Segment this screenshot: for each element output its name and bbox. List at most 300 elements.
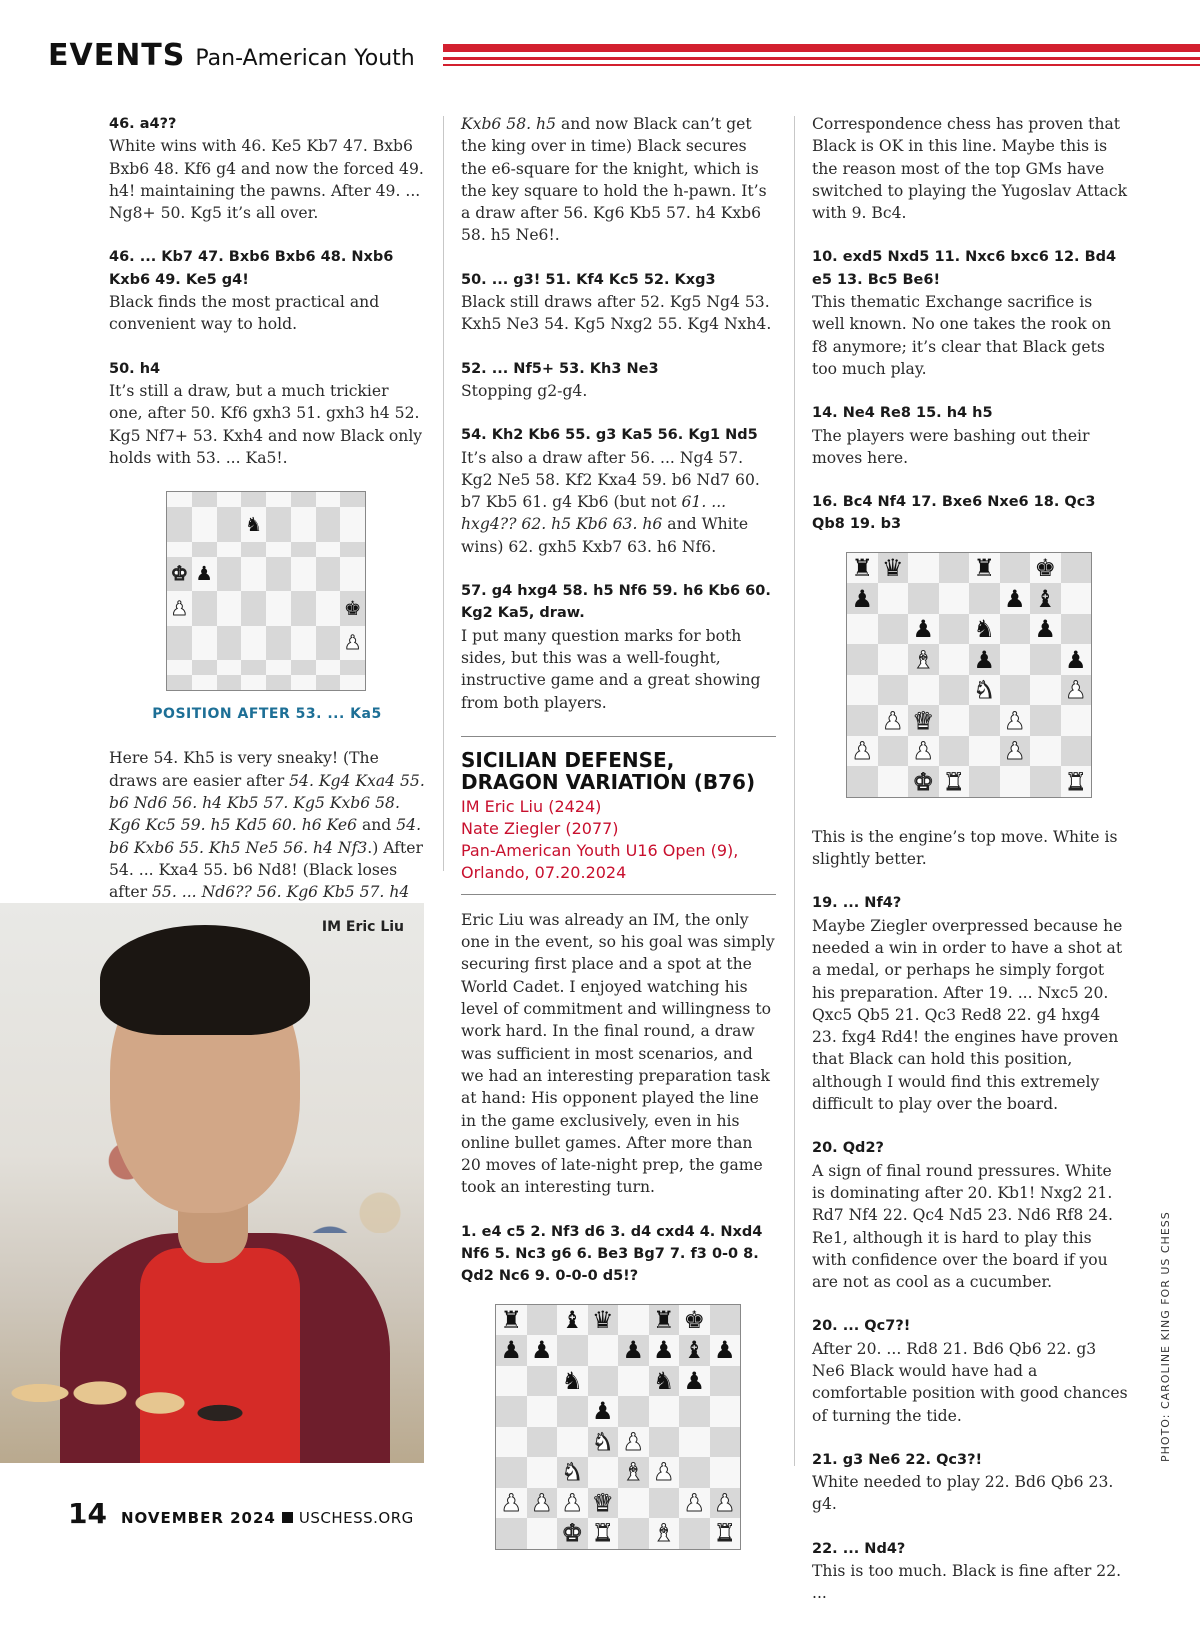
board-square — [939, 614, 970, 645]
board-square — [649, 1396, 680, 1427]
board-square — [588, 1335, 619, 1366]
white-pawn-icon: ♟ — [500, 1488, 522, 1517]
black-pawn-icon: ♟ — [912, 615, 934, 643]
board-square — [710, 1305, 741, 1336]
paragraph: Black still draws after 52. Kg5 Ng4 53. Kxh5 Ne3 54. Kg5 Nxg2 55. Kg4 Nxh4. — [461, 293, 772, 334]
white-queen-icon: ♛ — [592, 1488, 614, 1517]
board-square — [878, 705, 909, 736]
board-square — [557, 1488, 588, 1519]
board-square — [679, 1457, 710, 1488]
board-square — [908, 644, 939, 675]
board-square — [557, 1305, 588, 1336]
white-pawn-icon: ♟ — [622, 1427, 644, 1456]
board-square — [167, 542, 192, 557]
board-square — [217, 557, 242, 592]
photo-credit: PHOTO: CAROLINE KING FOR US CHESS — [1159, 1211, 1172, 1462]
board-square — [847, 583, 878, 614]
section-title: EVENTS — [48, 38, 186, 73]
board-square — [192, 591, 217, 626]
board-square — [1000, 553, 1031, 584]
move-heading: 50. h4 — [109, 360, 161, 377]
board-square — [847, 705, 878, 736]
board-square — [649, 1366, 680, 1397]
board-square — [241, 660, 266, 675]
board-square — [167, 492, 192, 507]
board-square — [908, 553, 939, 584]
board-square — [527, 1366, 558, 1397]
paragraph: It’s still a draw, but a much trickier one, after 50. Kf6 gxh3 51. gxh3 h4 52. Kg5 Nf7+ 53. Kxh4 and now Black only holds with 53. ... Ka5!. — [109, 381, 423, 467]
move-heading: 21. g3 Ne6 22. Qc3?! — [812, 1451, 983, 1468]
move-heading: 52. ... Nf5+ 53. Kh3 Ne3 — [461, 360, 659, 377]
move-heading: 54. Kh2 Kb6 55. g3 Ka5 56. Kg1 Nd5 — [461, 427, 758, 444]
game-title: SICILIAN DEFENSE, DRAGON VARIATION (B76) — [461, 747, 756, 794]
paragraph: After 20. ... Rd8 21. Bd6 Qb6 22. g3 Ne6 Black would have had a comfortable position with good chances of turning the tide. — [812, 1339, 1128, 1425]
board-square — [496, 1396, 527, 1427]
board-square — [167, 591, 192, 626]
board-square — [908, 736, 939, 767]
board-square — [496, 1518, 527, 1549]
board-square — [527, 1457, 558, 1488]
white-rook-icon: ♜ — [943, 767, 965, 796]
white-pawn-icon: ♟ — [1065, 676, 1087, 704]
black-rook-icon: ♜ — [851, 554, 873, 582]
board-square — [710, 1518, 741, 1549]
board-square — [1030, 675, 1061, 706]
board-square — [878, 736, 909, 767]
board-square — [266, 507, 291, 542]
move-heading: 14. Ne4 Re8 15. h4 h5 — [812, 405, 993, 422]
black-pawn-icon: ♟ — [653, 1336, 675, 1365]
board-square — [241, 557, 266, 592]
board-square — [527, 1305, 558, 1336]
board-square — [939, 675, 970, 706]
board-square — [618, 1457, 649, 1488]
board-square — [340, 591, 365, 626]
white-pawn-icon: ♟ — [1004, 706, 1026, 735]
board-square — [939, 553, 970, 584]
board-square — [969, 675, 1000, 706]
board-square — [679, 1488, 710, 1519]
board-square — [241, 675, 266, 690]
paragraph: White needed to play 22. Bd6 Qb6 23. g4. — [812, 1473, 1114, 1514]
black-pawn-icon: ♟ — [683, 1366, 705, 1395]
board-square — [266, 626, 291, 661]
black-bishop-icon: ♝ — [561, 1305, 583, 1334]
board-square — [192, 660, 217, 675]
board-square — [291, 591, 316, 626]
white-knight-icon: ♞ — [592, 1427, 614, 1456]
chess-diagram — [846, 552, 1092, 798]
board-square — [939, 736, 970, 767]
black-pawn-icon: ♟ — [1004, 584, 1026, 613]
board-square — [291, 557, 316, 592]
board-square — [527, 1488, 558, 1519]
board-square — [266, 660, 291, 675]
board-square — [1000, 614, 1031, 645]
board-square — [340, 626, 365, 661]
black-pawn-icon: ♟ — [195, 562, 213, 586]
black-pawn-icon: ♟ — [592, 1397, 614, 1426]
board-square — [618, 1396, 649, 1427]
board-square — [1061, 736, 1092, 767]
board-square — [241, 626, 266, 661]
board-square — [878, 644, 909, 675]
board-square — [291, 675, 316, 690]
column-2 — [461, 113, 776, 1550]
board-square — [1000, 583, 1031, 614]
board-square — [167, 557, 192, 592]
white-pawn-icon: ♟ — [653, 1458, 675, 1487]
move-heading: 16. Bc4 Nf4 17. Bxe6 Nxe6 18. Qc3 Qb8 19. b3 — [812, 494, 1096, 533]
board-square — [316, 542, 341, 557]
board-square — [618, 1366, 649, 1397]
board-square — [316, 492, 341, 507]
move-heading: 20. ... Qc7?! — [812, 1318, 911, 1335]
board-square — [908, 583, 939, 614]
paragraph: White wins with 46. Ke5 Kb7 47. Bxb6 Bxb6 48. Kf6 g4 and now the forced 49. h4! maintaining the pawns. After 49. ... Ng8+ 50. Kg5 it’s all over. — [109, 137, 424, 223]
black-rook-icon: ♜ — [500, 1305, 522, 1334]
white-pawn-icon: ♟ — [561, 1488, 583, 1517]
white-pawn-icon: ♟ — [343, 631, 362, 655]
board-square — [908, 675, 939, 706]
black-rook-icon: ♜ — [653, 1305, 675, 1334]
paragraph: Correspondence chess has proven that Black is OK in this line. Maybe this is the reason most of the top GMs have switched to playing the Yugoslav Attack with 9. Bc4. — [812, 115, 1128, 223]
black-bishop-icon: ♝ — [1034, 584, 1056, 613]
white-pawn-icon: ♟ — [912, 737, 934, 765]
board-square — [192, 542, 217, 557]
board-square — [340, 557, 365, 592]
header-rule — [443, 44, 1200, 66]
paragraph: Maybe Ziegler overpressed because he needed a win in order to have a shot at a medal, or perhaps he simply forgot his preparation. After 19. ... Nxc5 20. Qxc5 Qb5 21. Qc3 Red8 22. g4 hxg4 23. fxg4 Rd4! the engines have proven that Black can hold this position, although I would find this extremely difficult to play over the board. — [812, 916, 1123, 1114]
board-square — [217, 626, 242, 661]
board-square — [649, 1427, 680, 1458]
board-square — [679, 1305, 710, 1336]
paragraph: I put many question marks for both sides, but this was a well-fought, instructive game and a great showing from both players. — [461, 626, 761, 712]
board-square — [939, 583, 970, 614]
column-divider — [443, 116, 444, 871]
board-square — [340, 492, 365, 507]
paragraph: Kxb6 58. h5 and now Black can’t get the king over in time) Black secures the e6-square for the knight, which is the key square to hold the h-pawn. It’s a draw after 56. Kg6 Kb5 57. h4 Kxb6 58. h5 Ne6!. — [461, 115, 767, 245]
board-square — [939, 766, 970, 797]
board-square — [192, 507, 217, 542]
white-pawn-icon: ♟ — [1004, 737, 1026, 765]
board-square — [679, 1396, 710, 1427]
board-square — [679, 1518, 710, 1549]
move-heading: 50. ... g3! 51. Kf4 Kc5 52. Kxg3 — [461, 271, 716, 288]
board-square — [588, 1518, 619, 1549]
paragraph: This is too much. Black is fine after 22. ... — [812, 1562, 1122, 1603]
black-knight-icon: ♞ — [561, 1366, 583, 1395]
board-square — [710, 1366, 741, 1397]
black-pawn-icon: ♟ — [714, 1336, 736, 1365]
white-bishop-icon: ♝ — [653, 1519, 675, 1548]
black-pawn-icon: ♟ — [1034, 615, 1056, 643]
board-square — [291, 542, 316, 557]
board-square — [1061, 644, 1092, 675]
board-square — [217, 507, 242, 542]
board-square — [1030, 644, 1061, 675]
black-pawn-icon: ♟ — [531, 1336, 553, 1365]
board-square — [266, 591, 291, 626]
page-number: 14 — [68, 1497, 107, 1530]
black-pawn-icon: ♟ — [500, 1336, 522, 1365]
move-heading: 57. g4 hxg4 58. h5 Nf6 59. h6 Kb6 60. Kg2 Ka5, draw. — [461, 583, 771, 622]
white-pawn-icon: ♟ — [683, 1488, 705, 1517]
board-square — [496, 1488, 527, 1519]
board-square — [618, 1488, 649, 1519]
black-rook-icon: ♜ — [973, 554, 995, 582]
board-square — [340, 507, 365, 542]
board-square — [588, 1457, 619, 1488]
board-square — [266, 557, 291, 592]
board-square — [649, 1335, 680, 1366]
board-square — [649, 1518, 680, 1549]
board-square — [878, 553, 909, 584]
move-heading: 1. e4 c5 2. Nf3 d6 3. d4 cxd4 4. Nxd4 Nf6 5. Nc3 g6 6. Be3 Bg7 7. f3 0-0 8. Qd2 Nc6 9. 0-0-0 d5!? — [461, 1223, 763, 1285]
board-square — [618, 1518, 649, 1549]
white-bishop-icon: ♝ — [912, 645, 934, 674]
board-square — [969, 644, 1000, 675]
site-name: USCHESS.ORG — [298, 1509, 414, 1527]
board-square — [969, 705, 1000, 736]
board-square — [316, 626, 341, 661]
board-square — [266, 542, 291, 557]
board-square — [908, 705, 939, 736]
board-square — [291, 507, 316, 542]
black-knight-icon: ♞ — [973, 615, 995, 643]
white-pawn-icon: ♟ — [531, 1488, 553, 1517]
black-king-icon: ♚ — [683, 1305, 705, 1334]
board-square — [710, 1427, 741, 1458]
board-square — [710, 1396, 741, 1427]
issue-date: NOVEMBER 2024 — [120, 1509, 276, 1527]
board-square — [496, 1427, 527, 1458]
board-square — [679, 1427, 710, 1458]
board-square — [192, 557, 217, 592]
board-square — [679, 1335, 710, 1366]
board-square — [1061, 553, 1092, 584]
player-photo — [0, 903, 424, 1463]
board-square — [340, 660, 365, 675]
paragraph: Black finds the most practical and convenient way to hold. — [109, 293, 380, 334]
board-square — [1030, 736, 1061, 767]
board-square — [1000, 766, 1031, 797]
white-rook-icon: ♜ — [714, 1519, 736, 1548]
separator-square — [282, 1512, 293, 1523]
move-heading: 46. a4?? — [109, 116, 177, 132]
board-square — [527, 1335, 558, 1366]
black-pawn-icon: ♟ — [851, 584, 873, 613]
board-square — [1030, 583, 1061, 614]
board-square — [557, 1396, 588, 1427]
board-square — [316, 507, 341, 542]
board-square — [878, 675, 909, 706]
board-square — [1000, 644, 1031, 675]
section-header — [48, 38, 415, 78]
board-square — [1061, 675, 1092, 706]
move-heading: 19. ... Nf4? — [812, 895, 902, 912]
black-pawn-icon: ♟ — [1065, 645, 1087, 674]
board-square — [969, 614, 1000, 645]
board-square — [588, 1366, 619, 1397]
board-square — [496, 1457, 527, 1488]
board-square — [969, 583, 1000, 614]
black-knight-icon: ♞ — [653, 1366, 675, 1395]
divider — [461, 736, 776, 737]
board-square — [878, 766, 909, 797]
board-square — [649, 1488, 680, 1519]
board-square — [557, 1457, 588, 1488]
board-square — [316, 591, 341, 626]
chess-diagram — [166, 491, 366, 691]
board-square — [192, 492, 217, 507]
board-square — [557, 1335, 588, 1366]
board-square — [291, 492, 316, 507]
paragraph: Here 54. Kh5 is very sneaky! (The draws are easier after 54. Kg4 Kxa4 55. b6 Nd6 56. h4 Kb5 57. Kg5 Kxb6 58. Kg6 Kc5 59. h5 Kd5 60. h6 Ke6 and 54. b6 Kxb6 55. Kh5 Ne5 56. h4 Nf3.) After 54. ... Kxa4 55. b6 Nd8! (Black loses after 55. ... Nd6?? 56. Kg6 Kb5 57. h4 — [109, 749, 425, 902]
board-square — [527, 1427, 558, 1458]
board-square — [241, 591, 266, 626]
column-1 — [109, 113, 425, 926]
board-square — [217, 675, 242, 690]
board-square — [496, 1305, 527, 1336]
board-square — [1030, 614, 1061, 645]
white-king-icon: ♚ — [912, 767, 934, 796]
white-pawn-icon: ♟ — [851, 737, 873, 765]
black-pawn-icon: ♟ — [622, 1336, 644, 1365]
section-subtitle: Pan-American Youth — [195, 46, 415, 71]
black-king-icon: ♚ — [1034, 554, 1056, 582]
board-square — [557, 1518, 588, 1549]
board-square — [847, 553, 878, 584]
black-knight-icon: ♞ — [244, 512, 263, 536]
board-square — [847, 766, 878, 797]
board-square — [679, 1366, 710, 1397]
board-square — [316, 557, 341, 592]
white-king-icon: ♚ — [170, 562, 189, 586]
board-square — [266, 675, 291, 690]
white-queen-icon: ♛ — [912, 706, 934, 735]
board-square — [291, 660, 316, 675]
paragraph: Stopping g2-g4. — [461, 381, 588, 400]
board-square — [710, 1488, 741, 1519]
board-square — [527, 1396, 558, 1427]
board-square — [969, 553, 1000, 584]
board-square — [618, 1335, 649, 1366]
white-bishop-icon: ♝ — [622, 1458, 644, 1487]
white-pawn-icon: ♟ — [882, 706, 904, 735]
paragraph: This is the engine’s top move. White is slightly better. — [812, 827, 1118, 869]
board-square — [588, 1305, 619, 1336]
board-square — [878, 583, 909, 614]
board-square — [167, 507, 192, 542]
photo-caption: IM Eric Liu — [321, 919, 404, 935]
move-heading: 10. exd5 Nxd5 11. Nxc6 bxc6 12. Bd4 e5 13. Bc5 Be6! — [812, 249, 1117, 288]
move-heading: 22. ... Nd4? — [812, 1540, 906, 1557]
paragraph: A sign of final round pressures. White is dominating after 20. Kb1! Nxg2 21. Rd7 Nf4 22. Qc4 Nd5 23. Nd6 Rf8 24. Re1, although it is hard to play this with confidence over the board if you are not as cool as a cucumber. — [812, 1161, 1114, 1292]
move-heading: 46. ... Kb7 47. Bxb6 Bxb6 48. Nxb6 Kxb6 49. Ke5 g4! — [109, 249, 394, 288]
column-3 — [812, 113, 1128, 1627]
board-square — [1030, 705, 1061, 736]
black-queen-icon: ♛ — [882, 554, 904, 582]
board-square — [167, 675, 192, 690]
board-square — [710, 1457, 741, 1488]
board-square — [1061, 766, 1092, 797]
white-pawn-icon: ♟ — [170, 596, 189, 620]
board-square — [496, 1335, 527, 1366]
paragraph: Eric Liu was already an IM, the only one in the event, so his goal was simply securing first place and a spot at the World Cadet. I enjoyed watching his level of commitment and willingness to work hard. In the final round, a draw was sufficient in most scenarios, and we had an interesting preparation task at hand: His opponent played the line in the game exclusively, even in his online bullet games. After more than 20 moves of late-night prep, the game took an interesting turn. — [461, 910, 775, 1197]
board-square — [192, 626, 217, 661]
board-square — [908, 614, 939, 645]
event-date: Orlando, 07.20.2024 — [461, 862, 627, 882]
board-square — [217, 492, 242, 507]
board-square — [217, 660, 242, 675]
chess-diagram — [495, 1304, 741, 1550]
board-square — [908, 766, 939, 797]
board-square — [588, 1488, 619, 1519]
white-player: IM Eric Liu (2424) — [461, 796, 602, 816]
board-square — [217, 542, 242, 557]
board-square — [618, 1305, 649, 1336]
board-square — [1000, 675, 1031, 706]
board-square — [847, 675, 878, 706]
white-rook-icon: ♜ — [1065, 767, 1087, 796]
divider — [461, 894, 776, 895]
board-square — [878, 614, 909, 645]
board-square — [588, 1396, 619, 1427]
board-square — [618, 1427, 649, 1458]
board-square — [710, 1335, 741, 1366]
board-square — [167, 626, 192, 661]
event-name: Pan-American Youth U16 Open (9), — [461, 840, 739, 860]
black-player: Nate Ziegler (2077) — [461, 818, 619, 838]
board-square — [167, 660, 192, 675]
board-square — [1000, 736, 1031, 767]
move-heading: 20. Qd2? — [812, 1140, 884, 1157]
board-square — [1061, 583, 1092, 614]
board-square — [340, 542, 365, 557]
black-pawn-icon: ♟ — [973, 645, 995, 674]
board-square — [1030, 553, 1061, 584]
board-square — [241, 542, 266, 557]
board-square — [649, 1305, 680, 1336]
board-square — [241, 507, 266, 542]
diagram-caption: POSITION AFTER 53. ... Ka5 — [152, 706, 382, 723]
board-square — [847, 644, 878, 675]
board-square — [969, 736, 1000, 767]
board-square — [217, 591, 242, 626]
board-square — [969, 766, 1000, 797]
board-square — [1030, 766, 1061, 797]
page-footer — [68, 1497, 414, 1530]
white-pawn-icon: ♟ — [714, 1488, 736, 1517]
board-square — [316, 660, 341, 675]
board-square — [1000, 705, 1031, 736]
board-square — [192, 675, 217, 690]
board-square — [527, 1518, 558, 1549]
board-square — [1061, 614, 1092, 645]
black-queen-icon: ♛ — [592, 1305, 614, 1334]
board-square — [496, 1366, 527, 1397]
board-square — [588, 1427, 619, 1458]
paragraph: This thematic Exchange sacrifice is well known. No one takes the rook on f8 anymore; it’s clear that Black gets too much play. — [812, 293, 1112, 378]
board-square — [241, 492, 266, 507]
white-king-icon: ♚ — [561, 1519, 583, 1548]
board-square — [1061, 705, 1092, 736]
board-square — [557, 1427, 588, 1458]
black-bishop-icon: ♝ — [683, 1336, 705, 1365]
column-divider — [794, 116, 795, 1466]
board-square — [649, 1457, 680, 1488]
